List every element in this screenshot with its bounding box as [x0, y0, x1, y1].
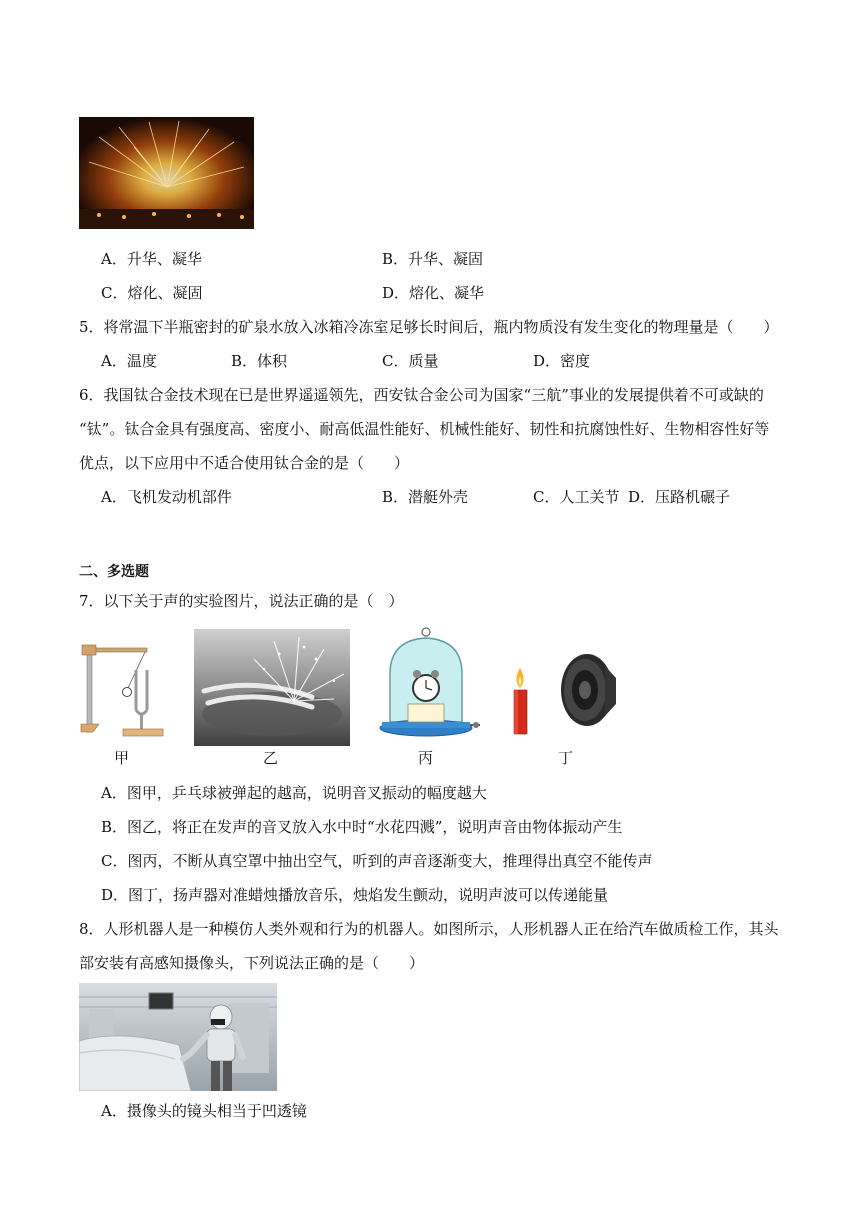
q8-stem-line-2: 部安装有高感知摄像头，下列说法正确的是（ ）: [79, 954, 425, 972]
tuning-fork-water-splash-photo: [194, 629, 350, 746]
q7-stem: 7．以下关于声的实验图片，说法正确的是（ ）: [79, 592, 404, 610]
q7-option-d: D．图丁，扬声器对准蜡烛播放音乐，烛焰发生颤动，说明声波可以传递能量: [101, 886, 609, 904]
q6-option-c: C．人工关节: [533, 488, 620, 506]
q6-stem-line-2: “钛”。钛合金具有强度高、密度小、耐高低温性能好、机械性能好、韧性和抗腐蚀性好、生物相容性好等: [79, 420, 770, 438]
q7-option-c: C．图丙，不断从真空罩中抽出空气，听到的声音逐渐变大，推理得出真空不能传声: [101, 852, 653, 870]
q6-stem-line-1: 6．我国钛合金技术现在已是世界遥遥领先，西安钛合金公司为国家“三航”事业的发展提供着不可或缺的: [79, 386, 764, 404]
q7-option-b: B．图乙，将正在发声的音叉放入水中时“水花四溅”，说明声音由物体振动产生: [101, 818, 623, 836]
section-title-multiple-choice: 二、多选题: [79, 564, 149, 580]
humanoid-robot-car-inspection-photo: [79, 983, 277, 1091]
figure-caption-yi: 乙: [263, 749, 279, 767]
q6-option-a: A．飞机发动机部件: [101, 488, 232, 506]
figure-caption-bing: 丙: [418, 749, 434, 767]
q5-option-c: C．质量: [382, 352, 439, 370]
q8-option-a: A．摄像头的镜头相当于凹透镜: [101, 1102, 307, 1120]
bell-jar-alarm-clock-figure: [376, 626, 484, 744]
q4-option-a: A．升华、凝华: [101, 250, 202, 268]
figure-caption-ding: 丁: [558, 749, 574, 767]
q4-option-b: B．升华、凝固: [382, 250, 484, 268]
q4-option-d: D．熔化、凝华: [382, 284, 485, 302]
q5-option-b: B．体积: [231, 352, 288, 370]
q5-stem: 5．将常温下半瓶密封的矿泉水放入冰箱冷冻室足够长时间后，瓶内物质没有发生变化的物理量是（ ）: [79, 318, 779, 336]
q6-option-d: D．压路机碾子: [628, 488, 731, 506]
q6-stem-line-3: 优点，以下应用中不适合使用钛合金的是（ ）: [79, 454, 410, 472]
tuning-fork-ping-pong-figure: [79, 640, 169, 742]
figure-caption-jia: 甲: [114, 749, 130, 767]
q6-option-b: B．潜艇外壳: [382, 488, 469, 506]
q7-option-a: A．图甲，乒乓球被弹起的越高，说明音叉振动的幅度越大: [101, 784, 487, 802]
q5-option-a: A．温度: [101, 352, 157, 370]
q4-option-c: C．熔化、凝固: [101, 284, 203, 302]
candle-loudspeaker-figure: [509, 648, 619, 740]
q8-stem-line-1: 8．人形机器人是一种模仿人类外观和行为的机器人。如图所示，人形机器人正在给汽车做质检工作，其头: [79, 920, 779, 938]
q5-option-d: D．密度: [533, 352, 591, 370]
iron-flower-fireworks-photo: [79, 117, 254, 229]
